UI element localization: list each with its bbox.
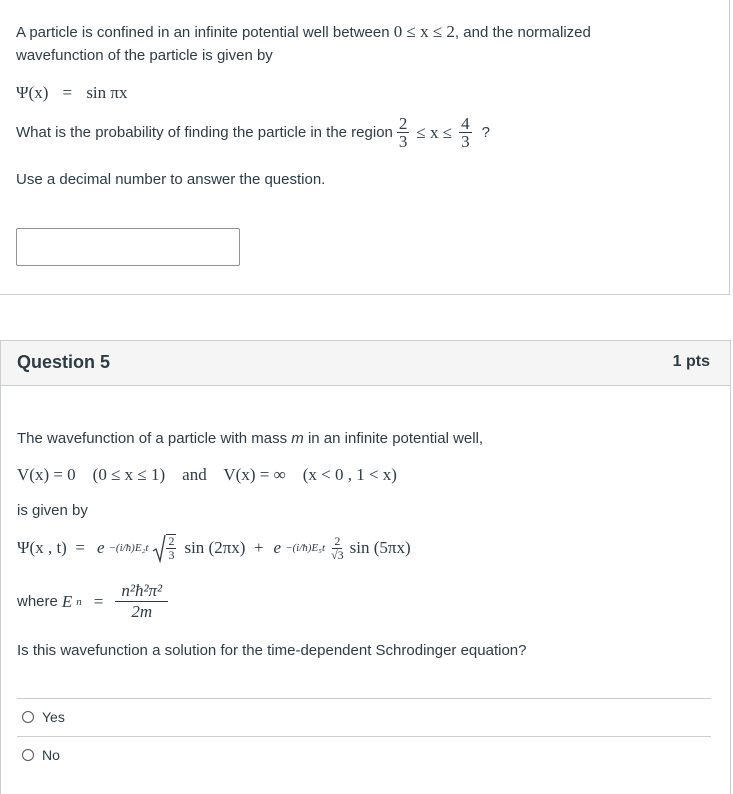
q5-exp1-base: e — [96, 538, 105, 557]
q5-psi-equation — [17, 533, 411, 563]
q5-sqrt — [152, 533, 176, 563]
q4-intro-end: , and the normalized — [454, 24, 591, 41]
q4-intro-line — [16, 20, 591, 45]
answer-label-yes: Yes — [42, 709, 65, 725]
q5-given-by: is given by — [17, 502, 88, 519]
question-4-card — [0, 0, 730, 295]
q4-prob-text: What is the probability of finding the particle in the region — [16, 123, 393, 141]
q5-intro-end: in an infinite potential well, — [307, 430, 484, 447]
q5-where-text: where — [17, 592, 58, 610]
question-5-body — [0, 385, 731, 794]
q4-instruction: Use a decimal number to answer the question. — [16, 171, 326, 188]
q5-energy-definition: where E n = $\frac{\text{n²ħ²π²}}{2m}$ — [17, 581, 168, 622]
q4-psi-lhs: Ψ(x) — [16, 83, 49, 102]
question-title: Question 5 — [17, 352, 111, 372]
q5-term2: sin (5πx) — [349, 538, 411, 557]
q4-ineq: ≤ x ≤ — [416, 122, 453, 142]
q5-en-den: 2m — [131, 602, 153, 621]
q5-term1: sin (2πx) + — [184, 538, 264, 557]
q5-intro-line — [17, 427, 483, 451]
q4-line2: wavefunction of the particle is given by — [16, 47, 273, 64]
answer-label-no: No — [42, 747, 60, 763]
q5-en-num: n²ħ²π² — [115, 581, 168, 602]
q5-coef-num: 2 — [334, 533, 341, 548]
answer-divider — [17, 698, 711, 699]
q5-en-frac — [115, 581, 168, 622]
q4-frac-low-num: 2 — [398, 114, 408, 133]
answer-divider — [17, 736, 711, 737]
radio-button-no[interactable] — [22, 749, 34, 761]
answer-option-no[interactable] — [22, 747, 60, 763]
question-points: 1 pts — [672, 353, 710, 370]
q4-psi-eq: = — [62, 83, 73, 102]
q5-mass-var: m — [291, 430, 304, 447]
q5-exp2-base: e — [273, 538, 282, 557]
q4-frac-low — [397, 115, 410, 150]
q4-frac-low-den: 3 — [398, 132, 408, 151]
q5-en-sub: n — [76, 595, 82, 608]
q5-question-text: Is this wavefunction a solution for the time-dependent Schrodinger equation? — [17, 642, 527, 659]
q4-probability-line — [16, 115, 490, 150]
q4-frac-high-den: 3 — [461, 132, 470, 151]
q5-potential: V(x) = 0 (0 ≤ x ≤ 1) and V(x) = ∞ (x < 0 , 1 < x) — [17, 465, 397, 484]
q5-sqrt-frac — [166, 534, 176, 562]
q4-frac-high — [459, 115, 472, 150]
q5-exp2: −(i/ħ)E₅t — [285, 542, 326, 554]
q5-sqrt-den: 3 — [168, 548, 175, 562]
radio-button-yes[interactable] — [22, 711, 34, 723]
q4-range-math: 0 ≤ x ≤ 2 — [393, 22, 455, 41]
q5-intro-text: The wavefunction of a particle with mass — [17, 430, 288, 447]
q5-exp1: −(i/ħ)E₂t — [108, 542, 149, 554]
q4-frac-high-num: 4 — [461, 114, 470, 133]
q4-psi-rhs: sin πx — [86, 83, 128, 102]
q4-answer-input[interactable] — [16, 228, 240, 266]
q5-psi-lhs: Ψ(x , t) = — [17, 538, 85, 557]
q4-qmark: ? — [481, 123, 490, 141]
q5-coef-den: √3 — [331, 547, 344, 562]
q5-coef-frac — [329, 535, 346, 562]
question-5-header — [0, 340, 731, 386]
q4-psi-equation — [16, 81, 127, 106]
answer-option-yes[interactable] — [22, 709, 65, 725]
q4-intro-text: A particle is confined in an infinite potential well between — [16, 24, 390, 41]
q5-en-var: E — [61, 591, 73, 611]
q5-sqrt-num: 2 — [168, 534, 175, 548]
sqrt-symbol-icon — [152, 533, 166, 563]
